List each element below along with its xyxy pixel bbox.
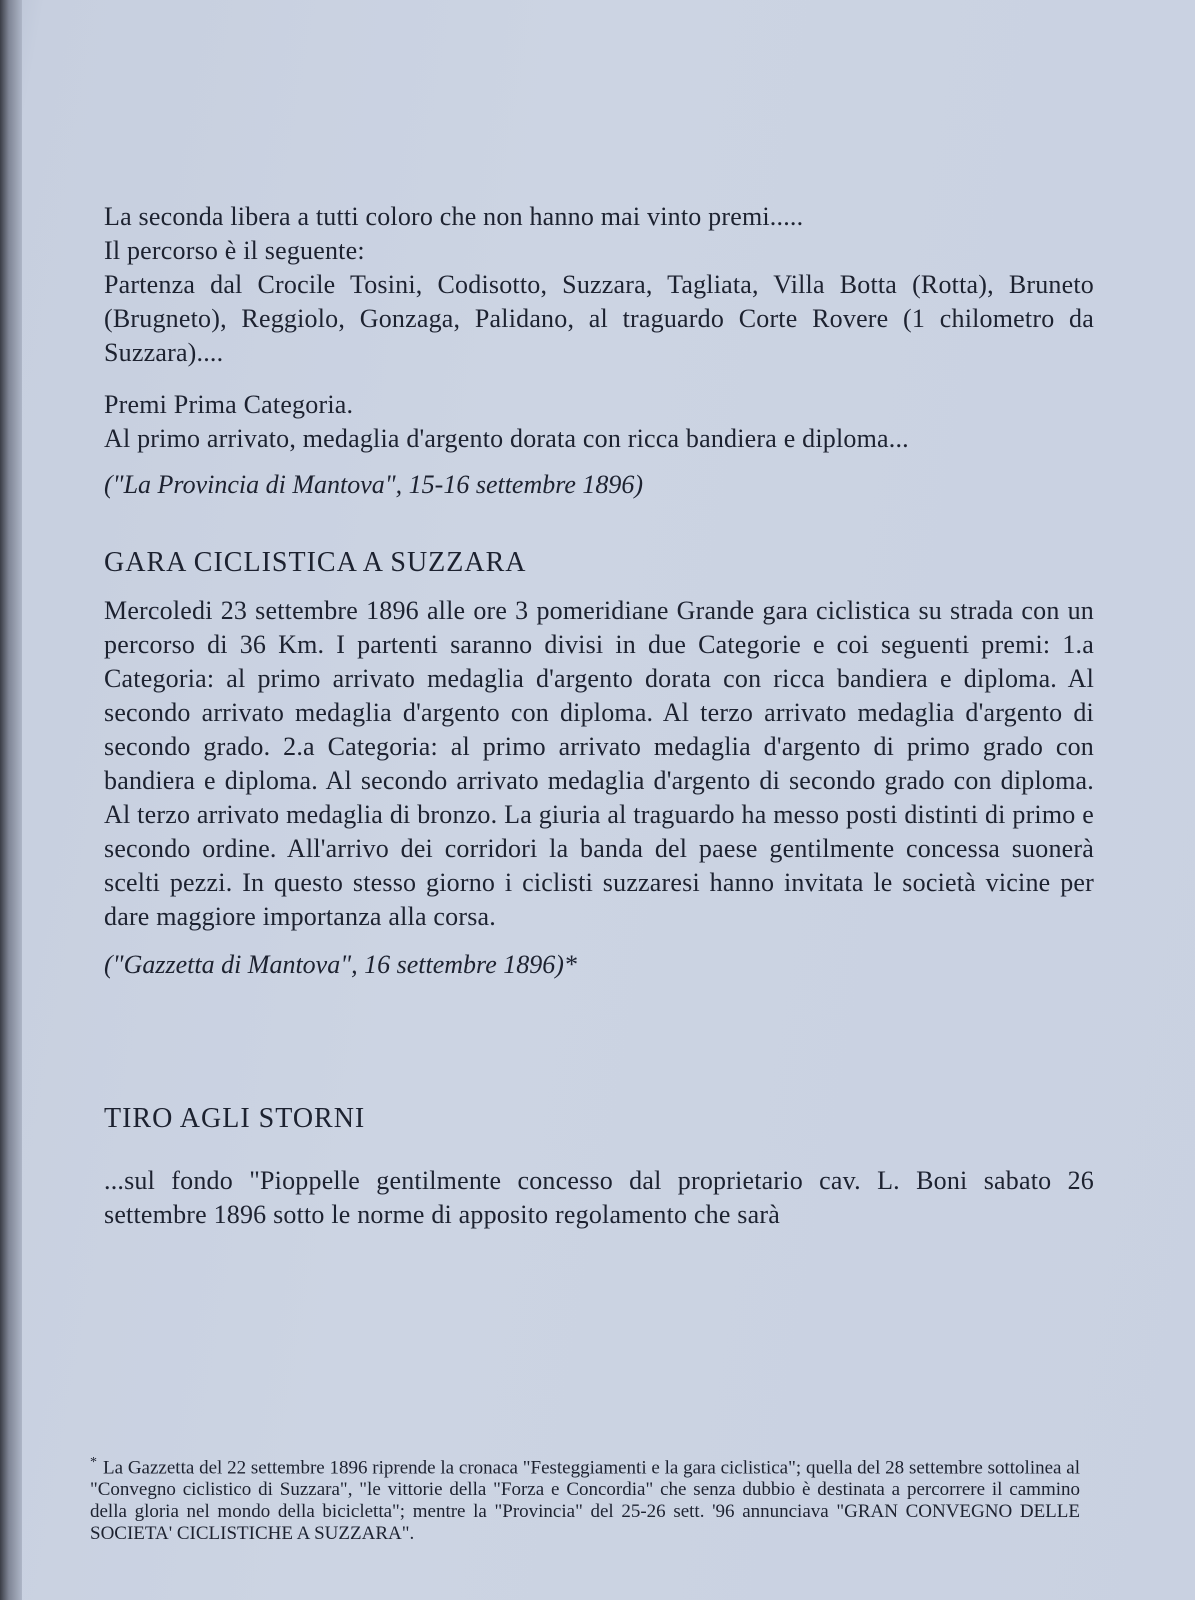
gara-paragraph: Mercoledi 23 settembre 1896 alle ore 3 pomeridiane Grande gara ciclistica su strada con un percorso di 36 Km. I partenti saranno divisi in due Categorie e coi seguenti premi: 1.a Categoria: al primo arrivato medaglia d'argento dorata con ricca bandiera e diploma. Al secondo arrivato medaglia d'argento con diploma. Al terzo arrivato medaglia d'argento di secondo grado. 2.a Categoria: al primo arrivato medaglia d'argento di primo grado con bandiera e diploma. Al secondo arrivato medaglia d'argento di secondo grado con diploma. Al terzo arrivato medaglia di bronzo. La giuria al traguardo ha messo posti distinti di primo e secondo ordine. All'arrivo dei corridori la banda del paese gentilmente concessa suonerà scelti pezzi. In questo stesso giorno i ciclisti suzzaresi hanno invitata le società vicine per dare maggiore importanza alla corsa. <box>104 596 1094 931</box>
section-title-gara: GARA CICLISTICA A SUZZARA <box>104 547 527 578</box>
book-page <box>104 200 1094 1232</box>
citation-provincia: ("La Provincia di Mantova", 15-16 settembre 1896) <box>104 470 644 499</box>
tiro-paragraph: ...sul fondo "Pioppelle gentilmente concesso dal proprietario cav. L. Boni sabato 26 settembre 1896 sotto le norme di apposito regolamento che sarà <box>104 1166 1094 1229</box>
book-gutter <box>0 0 22 1600</box>
intro-block <box>104 200 1094 370</box>
prize-heading: Premi Prima Categoria. <box>104 390 354 419</box>
prize-block <box>104 388 1094 502</box>
footnote-text: La Gazzetta del 22 settembre 1896 riprende la cronaca "Festeggiamenti e la gara ciclistica"; quella del 28 settembre sottolinea al "Convegno ciclistico di Suzzara", "le vittorie della "Forza e Concordia" che senza dubbio è destinata a percorrere il cammino della gloria nel mondo della bicicletta"; mentre la "Provincia" del 25-26 sett. '96 annunciava "GRAN CONVEGNO DELLE SOCIETA' CICLISTICHE A SUZZARA". <box>90 1457 1080 1545</box>
route-paragraph: Partenza dal Crocile Tosini, Codisotto, Suzzara, Tagliata, Villa Botta (Rotta), Bruneto (Brugneto), Reggiolo, Gonzaga, Palidano, al traguardo Corte Rovere (1 chilometro da Suzzara).... <box>104 270 1094 367</box>
prize-text: Al primo arrivato, medaglia d'argento dorata con ricca bandiera e diploma... <box>104 424 909 453</box>
footnote-marker: * <box>90 1455 97 1470</box>
intro-line-1: La seconda libera a tutti coloro che non hanno mai vinto premi..... <box>104 202 804 231</box>
intro-line-2: Il percorso è il seguente: <box>104 236 365 265</box>
citation-gazzetta: ("Gazzetta di Mantova", 16 settembre 1896)* <box>104 950 577 979</box>
section-title-tiro: TIRO AGLI STORNI <box>104 1103 366 1134</box>
footnote <box>90 1452 1080 1545</box>
